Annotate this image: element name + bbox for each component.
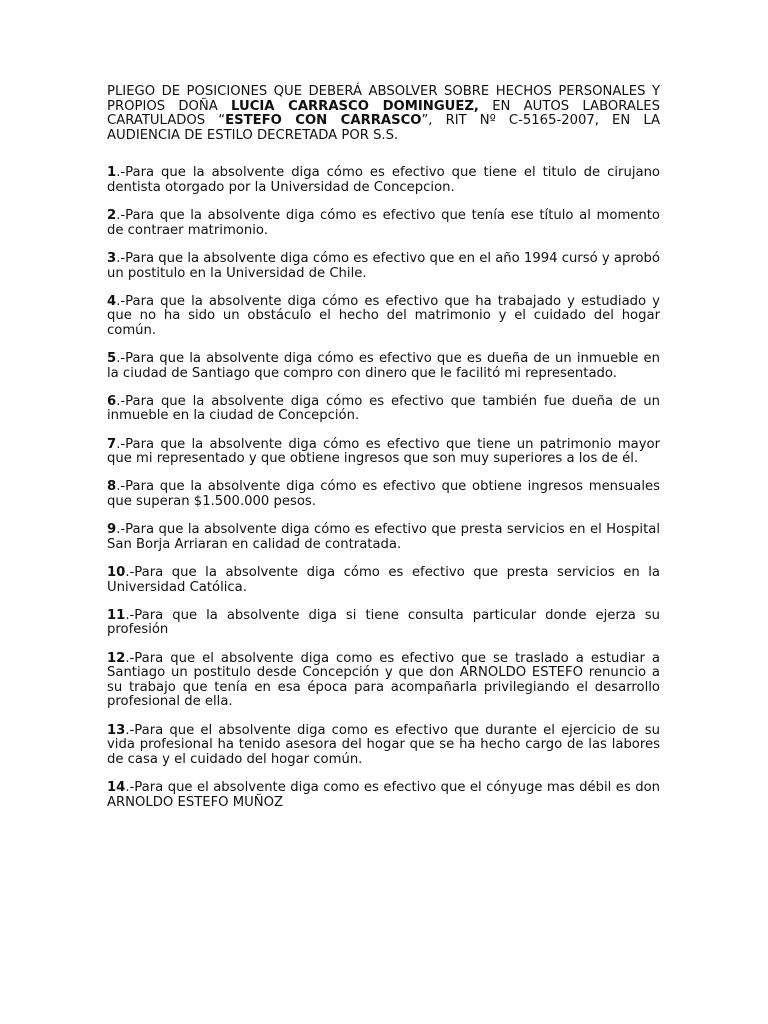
heading-part-2: EN AUTOS LABORALES CARATULADOS “ (107, 98, 660, 129)
position-number: 12 (107, 650, 126, 666)
position-text: .-Para que la absolvente diga cómo es efectivo que tenía ese título al momento de contraer matrimonio. (107, 208, 660, 238)
document-page (107, 85, 660, 824)
position-item (107, 480, 660, 509)
heading-part-3: ”, RIT Nº C-5165-2007, EN LA AUDIENCIA DE ESTILO DECRETADA POR S.S. (107, 113, 660, 143)
heading-part-1: PLIEGO DE POSICIONES QUE DEBERÁ ABSOLVER SOBRE HECHOS PERSONALES Y PROPIOS DOÑA (107, 84, 660, 114)
position-number: 1 (107, 165, 117, 181)
position-item (107, 652, 660, 710)
position-number: 8 (107, 479, 117, 495)
position-text: .-Para que la absolvente diga cómo es efectivo que en el año 1994 cursó y aprobó un postitulo en la Universidad de Chile. (107, 250, 660, 281)
position-text: .-Para que la absolvente diga cómo es efectivo que ha trabajado y estudiado y que no ha sido un obstáculo el hecho del matrimonio y el cuidado del hogar común. (107, 293, 660, 338)
position-number: 2 (107, 208, 117, 224)
document-heading (107, 85, 660, 143)
position-item (107, 209, 660, 238)
position-item (107, 438, 660, 467)
position-text: .-Para que el absolvente diga como es efectivo que se traslado a estudiar a Santiago un postitulo desde Concepción y que don ARNOLDO ESTEFO renuncio a su trabajo que tenía en esa época para acompañarla privilegiando el desarrollo profesional de ella. (107, 650, 660, 710)
position-text: .-Para que la absolvente diga cómo es efectivo que presta servicios en el Hospital San Borja Arriaran en calidad de contratada. (107, 522, 660, 552)
absolvente-name: LUCIA CARRASCO DOMINGUEZ, (231, 98, 479, 114)
position-text: .-Para que la absolvente diga cómo es efectivo que presta servicios en la Universidad Católica. (107, 565, 660, 595)
position-item (107, 523, 660, 552)
position-number: 3 (107, 250, 117, 266)
position-item (107, 395, 660, 424)
position-text: .-Para que la absolvente diga cómo es efectivo que tiene el titulo de cirujano dentista otorgado por la Universidad de Concepcion. (107, 165, 660, 195)
position-text: .-Para que la absolvente diga cómo es efectivo que obtiene ingresos mensuales que superan $1.500.000 pesos. (107, 479, 660, 510)
position-number: 13 (107, 722, 126, 738)
position-number: 5 (107, 351, 117, 367)
position-number: 6 (107, 393, 117, 409)
position-text: .-Para que la absolvente diga cómo es efectivo que también fue dueña de un inmueble en la ciudad de Concepción. (107, 393, 660, 424)
position-number: 7 (107, 436, 117, 452)
case-title: ESTEFO CON CARRASCO (225, 113, 422, 129)
position-number: 10 (107, 565, 126, 580)
position-text: .-Para que la absolvente diga cómo es efectivo que tiene un patrimonio mayor que mi representado y que obtiene ingresos que son muy superiores a los de él. (107, 436, 660, 467)
position-text: .-Para que el absolvente diga como es efectivo que el cónyuge mas débil es don ARNOLDO ESTEFO MUÑOZ (107, 779, 660, 810)
positions-list (107, 166, 660, 810)
position-text: .-Para que la absolvente diga si tiene consulta particular donde ejerza su profesión (107, 607, 660, 638)
position-number: 14 (107, 779, 126, 795)
position-item (107, 295, 660, 339)
position-number: 9 (107, 522, 117, 538)
position-text: .-Para que la absolvente diga cómo es efectivo que es dueña de un inmueble en la ciudad de Santiago que compro con dinero que le facilitó mi representado. (107, 351, 660, 381)
position-item (107, 724, 660, 768)
position-item (107, 781, 660, 810)
position-item (107, 566, 660, 595)
position-item (107, 352, 660, 381)
position-number: 4 (107, 293, 117, 309)
position-item (107, 609, 660, 638)
position-number: 11 (107, 607, 126, 623)
position-text: .-Para que el absolvente diga como es efectivo que durante el ejercicio de su vida profesional ha tenido asesora del hogar que se ha hecho cargo de las labores de casa y el cuidado del hogar común. (107, 722, 660, 767)
position-item (107, 166, 660, 195)
position-item (107, 252, 660, 281)
